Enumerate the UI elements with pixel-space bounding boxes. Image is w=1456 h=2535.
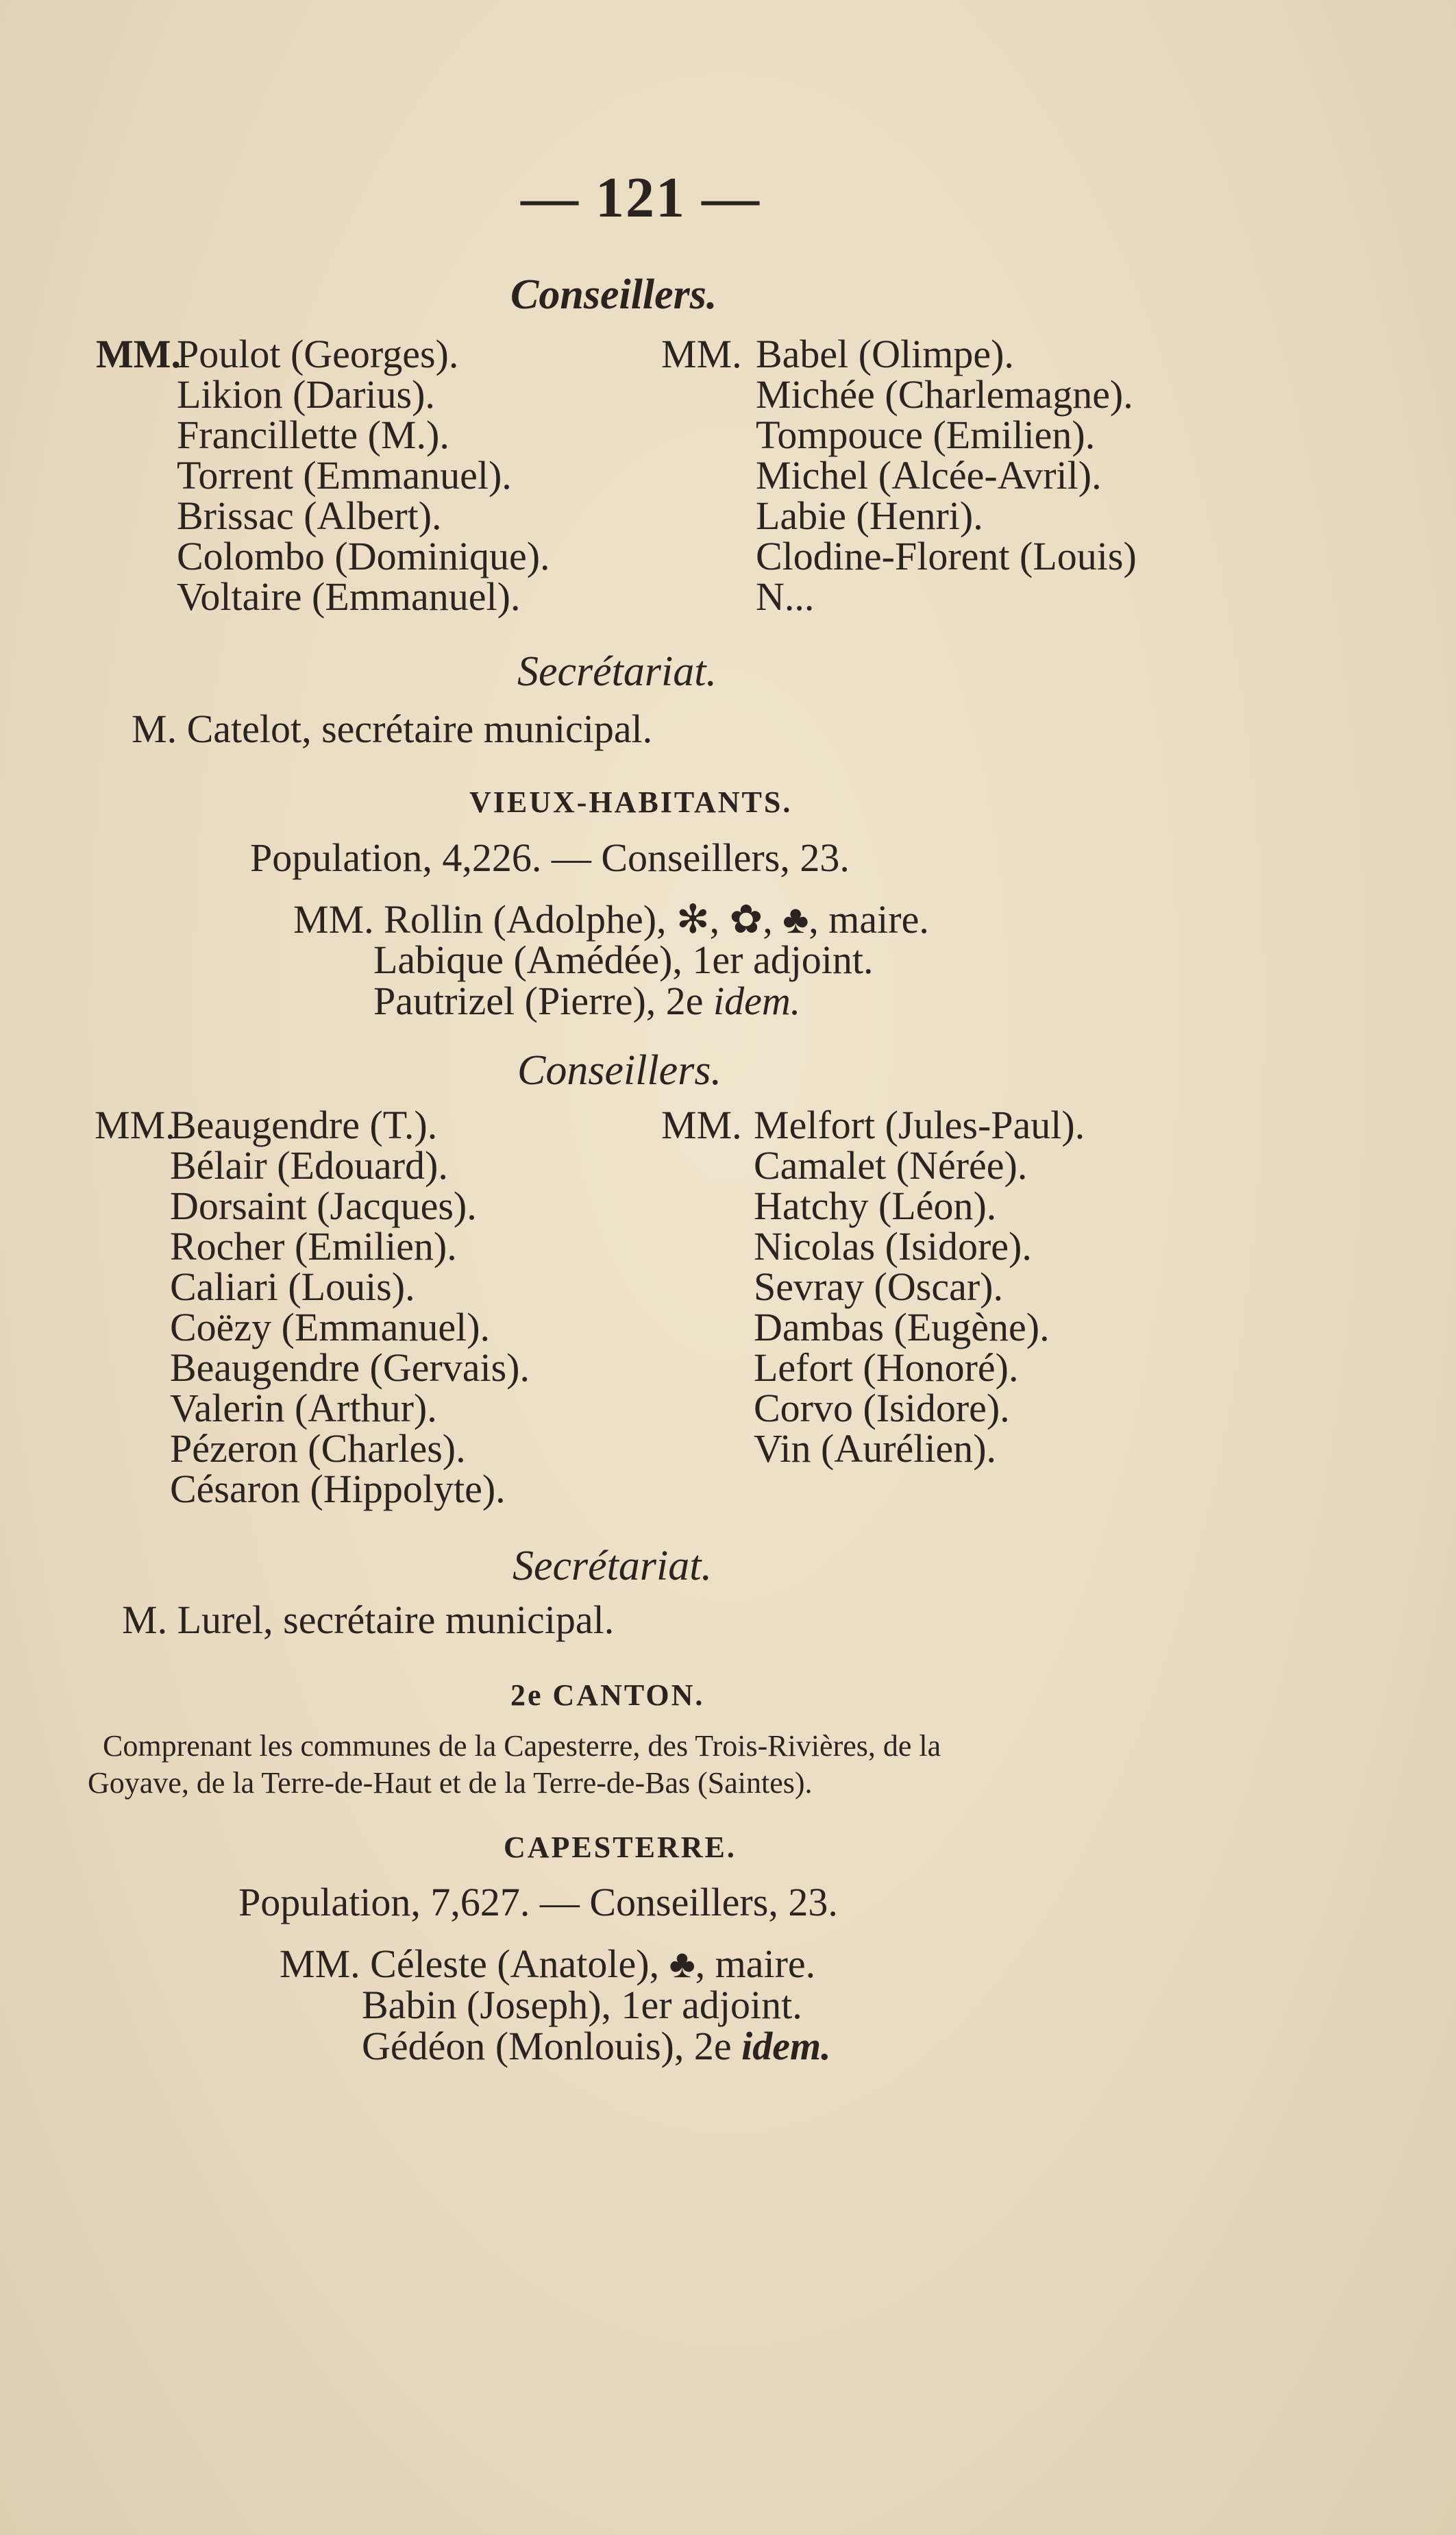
councillor-name: Sevray (Oscar). <box>754 1264 1003 1309</box>
secretariat-heading: Secrétariat. <box>513 1543 712 1589</box>
secretary-line: M. Catelot, secrétaire municipal. <box>132 707 653 751</box>
councillor-name: Coëzy (Emmanuel). <box>170 1305 491 1349</box>
conseillers-heading: Conseillers. <box>510 271 717 318</box>
adjoint-2-name: Gédéon (Monlouis), 2e <box>362 2024 732 2068</box>
councillor-name: Babel (Olimpe). <box>756 332 1014 376</box>
idem-text: idem. <box>741 2024 831 2068</box>
councillor-name: N... <box>756 574 815 619</box>
councillor-name: Michée (Charlemagne). <box>756 372 1133 417</box>
adjoint-1-line: Labique (Amédée), 1er adjoint. <box>373 938 874 982</box>
commune-title: VIEUX-HABITANTS. <box>469 785 793 819</box>
councillor-name: Camalet (Nérée). <box>754 1143 1028 1188</box>
right-councillors-column <box>661 1105 1085 1469</box>
left-councillors-column <box>95 1105 530 1509</box>
councillor-name: Melfort (Jules-Paul). <box>754 1103 1085 1147</box>
councillor-name: Brissac (Albert). <box>177 493 442 538</box>
maire-line: MM. Céleste (Anatole), ♣, maire. <box>280 1942 816 1986</box>
councillor-name: Bélair (Edouard). <box>170 1143 448 1188</box>
adjoint-2-line <box>373 978 800 1024</box>
councillor-name: Beaugendre (Gervais). <box>170 1345 530 1390</box>
councillor-name: Hatchy (Léon). <box>754 1184 997 1228</box>
councillor-name: Valerin (Arthur). <box>170 1386 437 1430</box>
councillor-name: Poulot (Georges). <box>177 332 459 376</box>
councillor-name: Michel (Alcée-Avril). <box>756 453 1102 498</box>
councillor-name: Césaron (Hippolyte). <box>170 1467 506 1511</box>
canton-title: 2e CANTON. <box>510 1678 705 1712</box>
secretariat-heading: Secrétariat. <box>517 648 717 695</box>
adjoint-1-line: Babin (Joseph), 1er adjoint. <box>362 1983 802 2027</box>
councillor-name: Dorsaint (Jacques). <box>170 1184 477 1228</box>
councillor-name: Likion (Darius). <box>177 372 435 417</box>
councillor-name: Beaugendre (T.). <box>170 1103 438 1147</box>
councillor-name: Voltaire (Emmanuel). <box>177 574 521 619</box>
mm-prefix: MM. <box>661 1103 742 1147</box>
councillor-name: Rocher (Emilien). <box>170 1224 457 1269</box>
conseillers-heading: Conseillers. <box>517 1047 721 1094</box>
councillor-name: Clodine-Florent (Louis) <box>756 534 1137 578</box>
population-line: Population, 4,226. — Conseillers, 23. <box>250 835 850 880</box>
mm-prefix: MM. <box>95 1103 175 1147</box>
secretary-line: M. Lurel, secrétaire municipal. <box>122 1597 615 1642</box>
mm-prefix: MM. <box>96 332 181 376</box>
councillor-name: Lefort (Honoré). <box>754 1345 1019 1390</box>
councillor-name: Pézeron (Charles). <box>170 1426 466 1471</box>
idem-text: idem. <box>713 979 801 1023</box>
mm-prefix: MM. <box>661 332 742 376</box>
right-councillors-column <box>661 334 1137 617</box>
commune-title: CAPESTERRE. <box>504 1830 737 1864</box>
councillor-name: Labie (Henri). <box>756 493 983 538</box>
councillor-name: Dambas (Eugène). <box>754 1305 1050 1349</box>
councillor-name: Corvo (Isidore). <box>754 1386 1010 1430</box>
adjoint-2-line <box>362 2023 831 2069</box>
population-line: Population, 7,627. — Conseillers, 23. <box>238 1880 838 1924</box>
councillor-name: Colombo (Dominique). <box>177 534 550 578</box>
councillor-name: Nicolas (Isidore). <box>754 1224 1032 1269</box>
councillor-name: Vin (Aurélien). <box>754 1426 997 1471</box>
canton-description-line: Goyave, de la Terre-de-Haut et de la Terre-de-Bas (Saintes). <box>88 1766 813 1800</box>
councillor-name: Caliari (Louis). <box>170 1264 415 1309</box>
councillor-name: Francillette (M.). <box>177 413 449 457</box>
left-councillors-column <box>96 334 550 617</box>
councillor-name: Tompouce (Emilien). <box>756 413 1096 457</box>
page-number: — 121 — <box>521 166 761 230</box>
maire-line: MM. Rollin (Adolphe), ✻, ✿, ♣, maire. <box>293 897 929 942</box>
canton-description-line: Comprenant les communes de la Capesterre, des Trois-Rivières, de la <box>103 1729 941 1763</box>
councillor-name: Torrent (Emmanuel). <box>177 453 512 498</box>
adjoint-2-name: Pautrizel (Pierre), 2e <box>373 979 704 1023</box>
